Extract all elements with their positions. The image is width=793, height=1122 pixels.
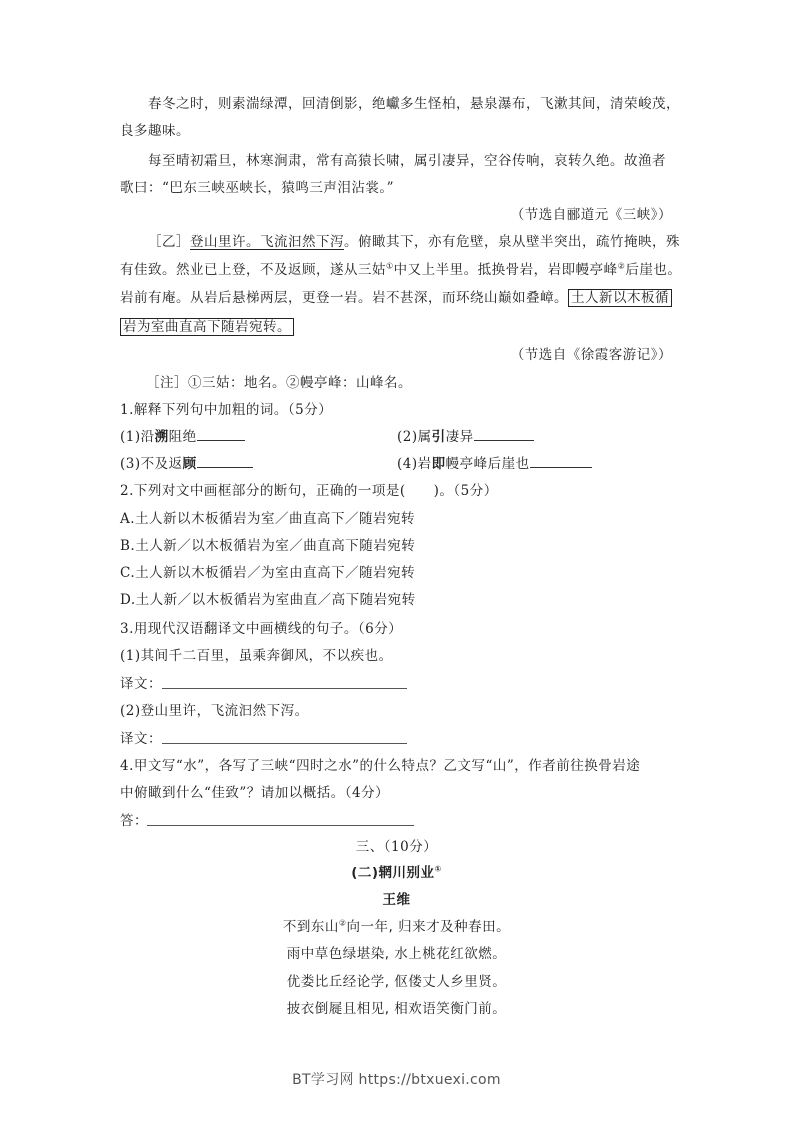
yi-line3 (120, 285, 676, 312)
q2-option-a[interactable]: A.土人新以木板循岩为室／曲直高下／随岩宛转 (120, 511, 416, 527)
q1-item4-prefix: (4)岩 (397, 456, 432, 472)
yi-line1-rest: 。俯瞰其下，亦有危壁，泉从壁半突出，疏竹掩映，殊 (344, 234, 680, 250)
q1-item1-prefix: (1)沿 (120, 429, 155, 445)
q4-stem-line1: 4.甲文写“水”，各写了三峡“四时之水”的什么特点？乙文写“山”，作者前往换骨岩途 (120, 758, 641, 774)
yi-line2-a: 有佳致。然业已上登，不及返顾，遂从三姑 (120, 262, 386, 278)
q2-option-d[interactable]: D.土人新／以木板循岩为室曲直／高下随岩宛转 (120, 592, 416, 608)
bold-word: 引 (431, 429, 446, 445)
q1-item-3 (120, 451, 380, 478)
yi-line4 (120, 314, 676, 341)
jia-para1-line2: 良多趣味。 (120, 123, 190, 139)
jia-para2-line1: 每至晴初霜旦，林寒涧肃，常有高猿长啸，属引凄异，空谷传响，哀转久绝。故渔者 (148, 153, 666, 169)
yi-line2-c: 后崖也。 (625, 262, 682, 278)
yi-line2 (120, 257, 682, 284)
q4-answer-line[interactable] (147, 824, 414, 826)
q1-item1-suffix: 阻绝 (168, 429, 197, 445)
boxed-text-part1: 土人新以木板循 (568, 289, 672, 307)
bold-word: 即 (431, 456, 446, 472)
q1-item-2 (397, 424, 657, 451)
q1-item-1 (120, 424, 380, 451)
yi-line3-plain: 岩前有庵。从岩后悬梯两层，更登一岩。岩不甚深，而环绕山巅如叠嶂。 (120, 290, 568, 306)
q3-item-1: (1)其间千二百里，虽乘奔御风，不以疾也。 (120, 648, 393, 664)
section3-heading: 三、（10分） (355, 839, 438, 855)
footnote-marker-1: ① (386, 261, 394, 271)
bold-word: 溯 (154, 429, 169, 445)
footnote-marker-2: ② (338, 918, 347, 928)
q1-item3-prefix: (3)不及返 (120, 456, 183, 472)
q4-stem-line2: 中俯瞰到什么“佳致”？请加以概括。（4分） (120, 785, 390, 801)
jia-para2-line2: 歌曰：“巴东三峡巫峡长，猿鸣三声泪沾裳。” (120, 180, 395, 196)
poem-title (0, 860, 793, 887)
jia-para1-line1: 春冬之时，则素湍绿潭，回清倒影，绝巘多生怪柏，悬泉瀑布，飞漱其间，清荣峻茂， (148, 96, 680, 112)
q3-answer1-label: 译文： (120, 676, 162, 692)
poem-title-text: (二)辋川别业 (351, 865, 435, 881)
q3-answer2-line[interactable] (162, 742, 407, 744)
yi-label: ［乙］ (148, 234, 190, 250)
yi-source: （节选自《徐霞客游记》） (510, 347, 672, 363)
q4-answer-label: 答： (120, 813, 148, 829)
yi-line2-b: 中又上半里。抵换骨岩，岩即幔亭峰 (393, 262, 618, 278)
q2-option-c[interactable]: C.土人新以木板循岩／为室由直高下／随岩宛转 (120, 565, 416, 581)
footer-watermark: BT学习网 https://btxuexi.com (292, 1072, 501, 1088)
bold-word: 顾 (182, 456, 197, 472)
answer-blank[interactable] (530, 453, 592, 468)
poem-line-2: 雨中草色绿堪染, 水上桃花红欲燃。 (286, 946, 507, 962)
jia-source: （节选自郦道元《三峡》） (510, 207, 672, 223)
yi-line1 (120, 229, 680, 256)
poem-line1-a: 不到东山 (282, 919, 339, 935)
poem-line-4: 披衣倒屣且相见, 相欢语笑衡门前。 (286, 1001, 507, 1017)
q2-option-b[interactable]: B.土人新／以木板循岩为室／曲直高下随岩宛转 (120, 538, 416, 554)
footnote-marker-2: ② (617, 261, 626, 271)
answer-blank[interactable] (197, 426, 245, 441)
underlined-sentence: 登山里许。飞流汩然下泻 (190, 234, 344, 250)
footnote-marker-1: ① (434, 864, 442, 874)
q1-item2-prefix: (2)属 (397, 429, 432, 445)
q1-item2-suffix: 凄异 (445, 429, 474, 445)
q1-item-4 (397, 451, 657, 478)
q3-answer2-label: 译文： (120, 731, 162, 747)
poem-author: 王维 (382, 892, 411, 908)
yi-notes: ［注］①三姑：地名。②幔亭峰：山峰名。 (146, 375, 412, 391)
poem-line-3: 优娄比丘经论学, 伛偻丈人乡里贤。 (286, 974, 507, 990)
answer-blank[interactable] (474, 426, 534, 441)
boxed-text-part2: 岩为室曲直高下随岩宛转。 (120, 318, 294, 336)
q1-item4-suffix: 幔亭峰后崖也 (445, 456, 530, 472)
q2-stem: 2.下列对文中画框部分的断句，正确的一项是( )。（5分） (120, 483, 498, 499)
poem-line-1 (0, 914, 793, 941)
answer-blank[interactable] (197, 453, 253, 468)
q3-stem: 3.用现代汉语翻译文中画横线的句子。（6分） (120, 621, 403, 637)
poem-line1-b: 向一年, 归来才及种春田。 (346, 919, 511, 935)
q3-item-2: (2)登山里许，飞流汩然下泻。 (120, 703, 309, 719)
q3-answer1-line[interactable] (162, 687, 407, 689)
q1-stem: 1.解释下列句中加粗的词。（5分） (120, 402, 333, 418)
